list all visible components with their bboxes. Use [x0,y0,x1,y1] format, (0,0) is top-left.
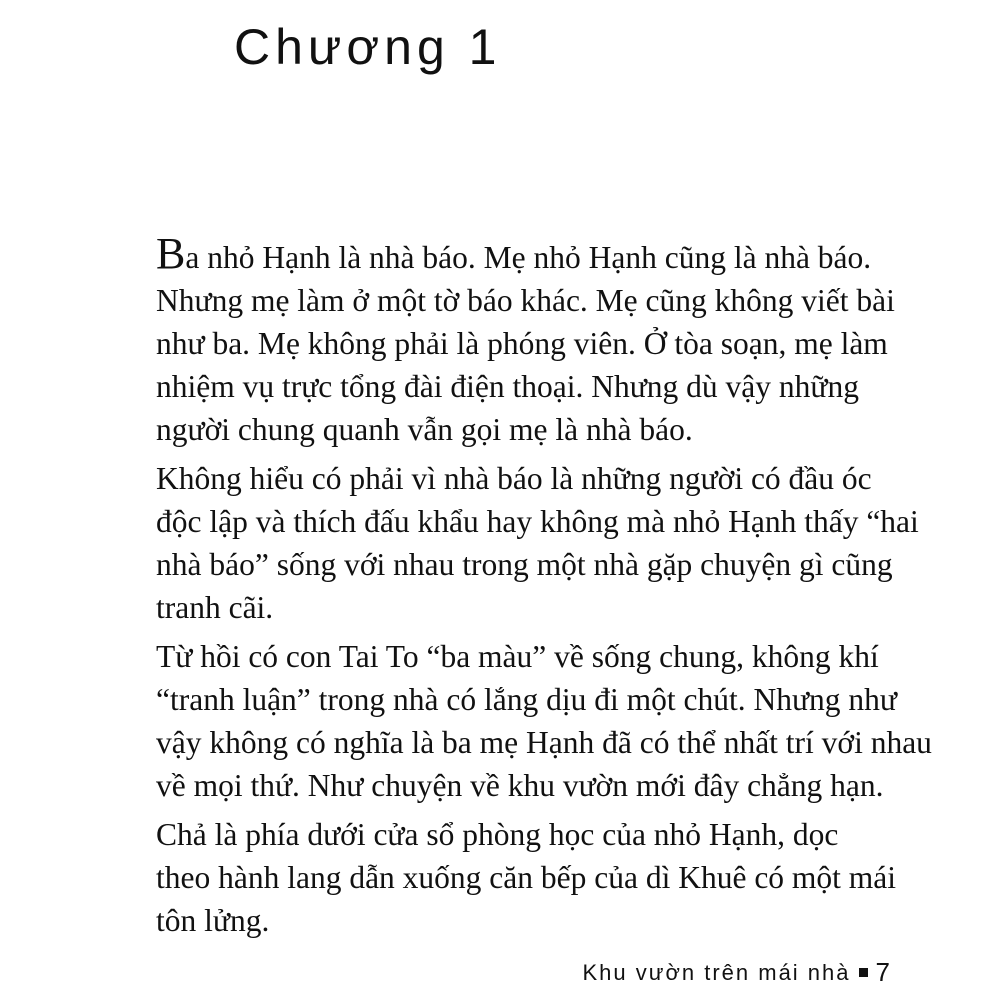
running-footer [582,957,890,988]
paragraph-line: Từ hồi có con Tai To “ba màu” về sống chung, không khí [156,639,879,674]
paragraph-line: Nhưng mẹ làm ở một tờ báo khác. Mẹ cũng không viết bài [156,283,895,318]
paragraph-line: về mọi thứ. Như chuyện về khu vườn mới đây chẳng hạn. [156,768,884,803]
paragraph-line: Chả là phía dưới cửa sổ phòng học của nhỏ Hạnh, dọc [156,817,839,852]
paragraph-line: tranh cãi. [156,590,274,625]
paragraph-3 [156,635,932,807]
page-number: 7 [875,957,890,987]
paragraph-line: Không hiểu có phải vì nhà báo là những người có đầu óc [156,461,872,496]
paragraph-line: độc lập và thích đấu khẩu hay không mà nhỏ Hạnh thấy “hai [156,504,919,539]
paragraph-line: như ba. Mẹ không phải là phóng viên. Ở tòa soạn, mẹ làm [156,326,888,361]
paragraph-line: tôn lửng. [156,903,270,938]
chapter-body [156,229,932,942]
paragraph-4 [156,813,896,942]
paragraph-line: theo hành lang dẫn xuống căn bếp của dì Khuê có một mái [156,860,897,895]
chapter-title: Chương 1 [234,19,502,75]
paragraph-line: người chung quanh vẫn gọi mẹ là nhà báo. [156,412,693,447]
paragraph-line: Ba nhỏ Hạnh là nhà báo. Mẹ nhỏ Hạnh cũng là nhà báo. [156,229,872,278]
paragraph-2 [156,457,919,629]
drop-cap: B [156,229,186,278]
paragraph-line: “tranh luận” trong nhà có lắng dịu đi một chút. Nhưng như [156,682,897,717]
paragraph-line: nhà báo” sống với nhau trong một nhà gặp chuyện gì cũng [156,547,893,582]
paragraph-1 [156,229,896,451]
paragraph-line: vậy không có nghĩa là ba mẹ Hạnh đã có thể nhất trí với nhau [156,725,932,760]
book-title: Khu vườn trên mái nhà [582,959,851,985]
paragraph-line: nhiệm vụ trực tổng đài điện thoại. Nhưng dù vậy những [156,369,859,404]
square-bullet-icon [859,968,868,977]
